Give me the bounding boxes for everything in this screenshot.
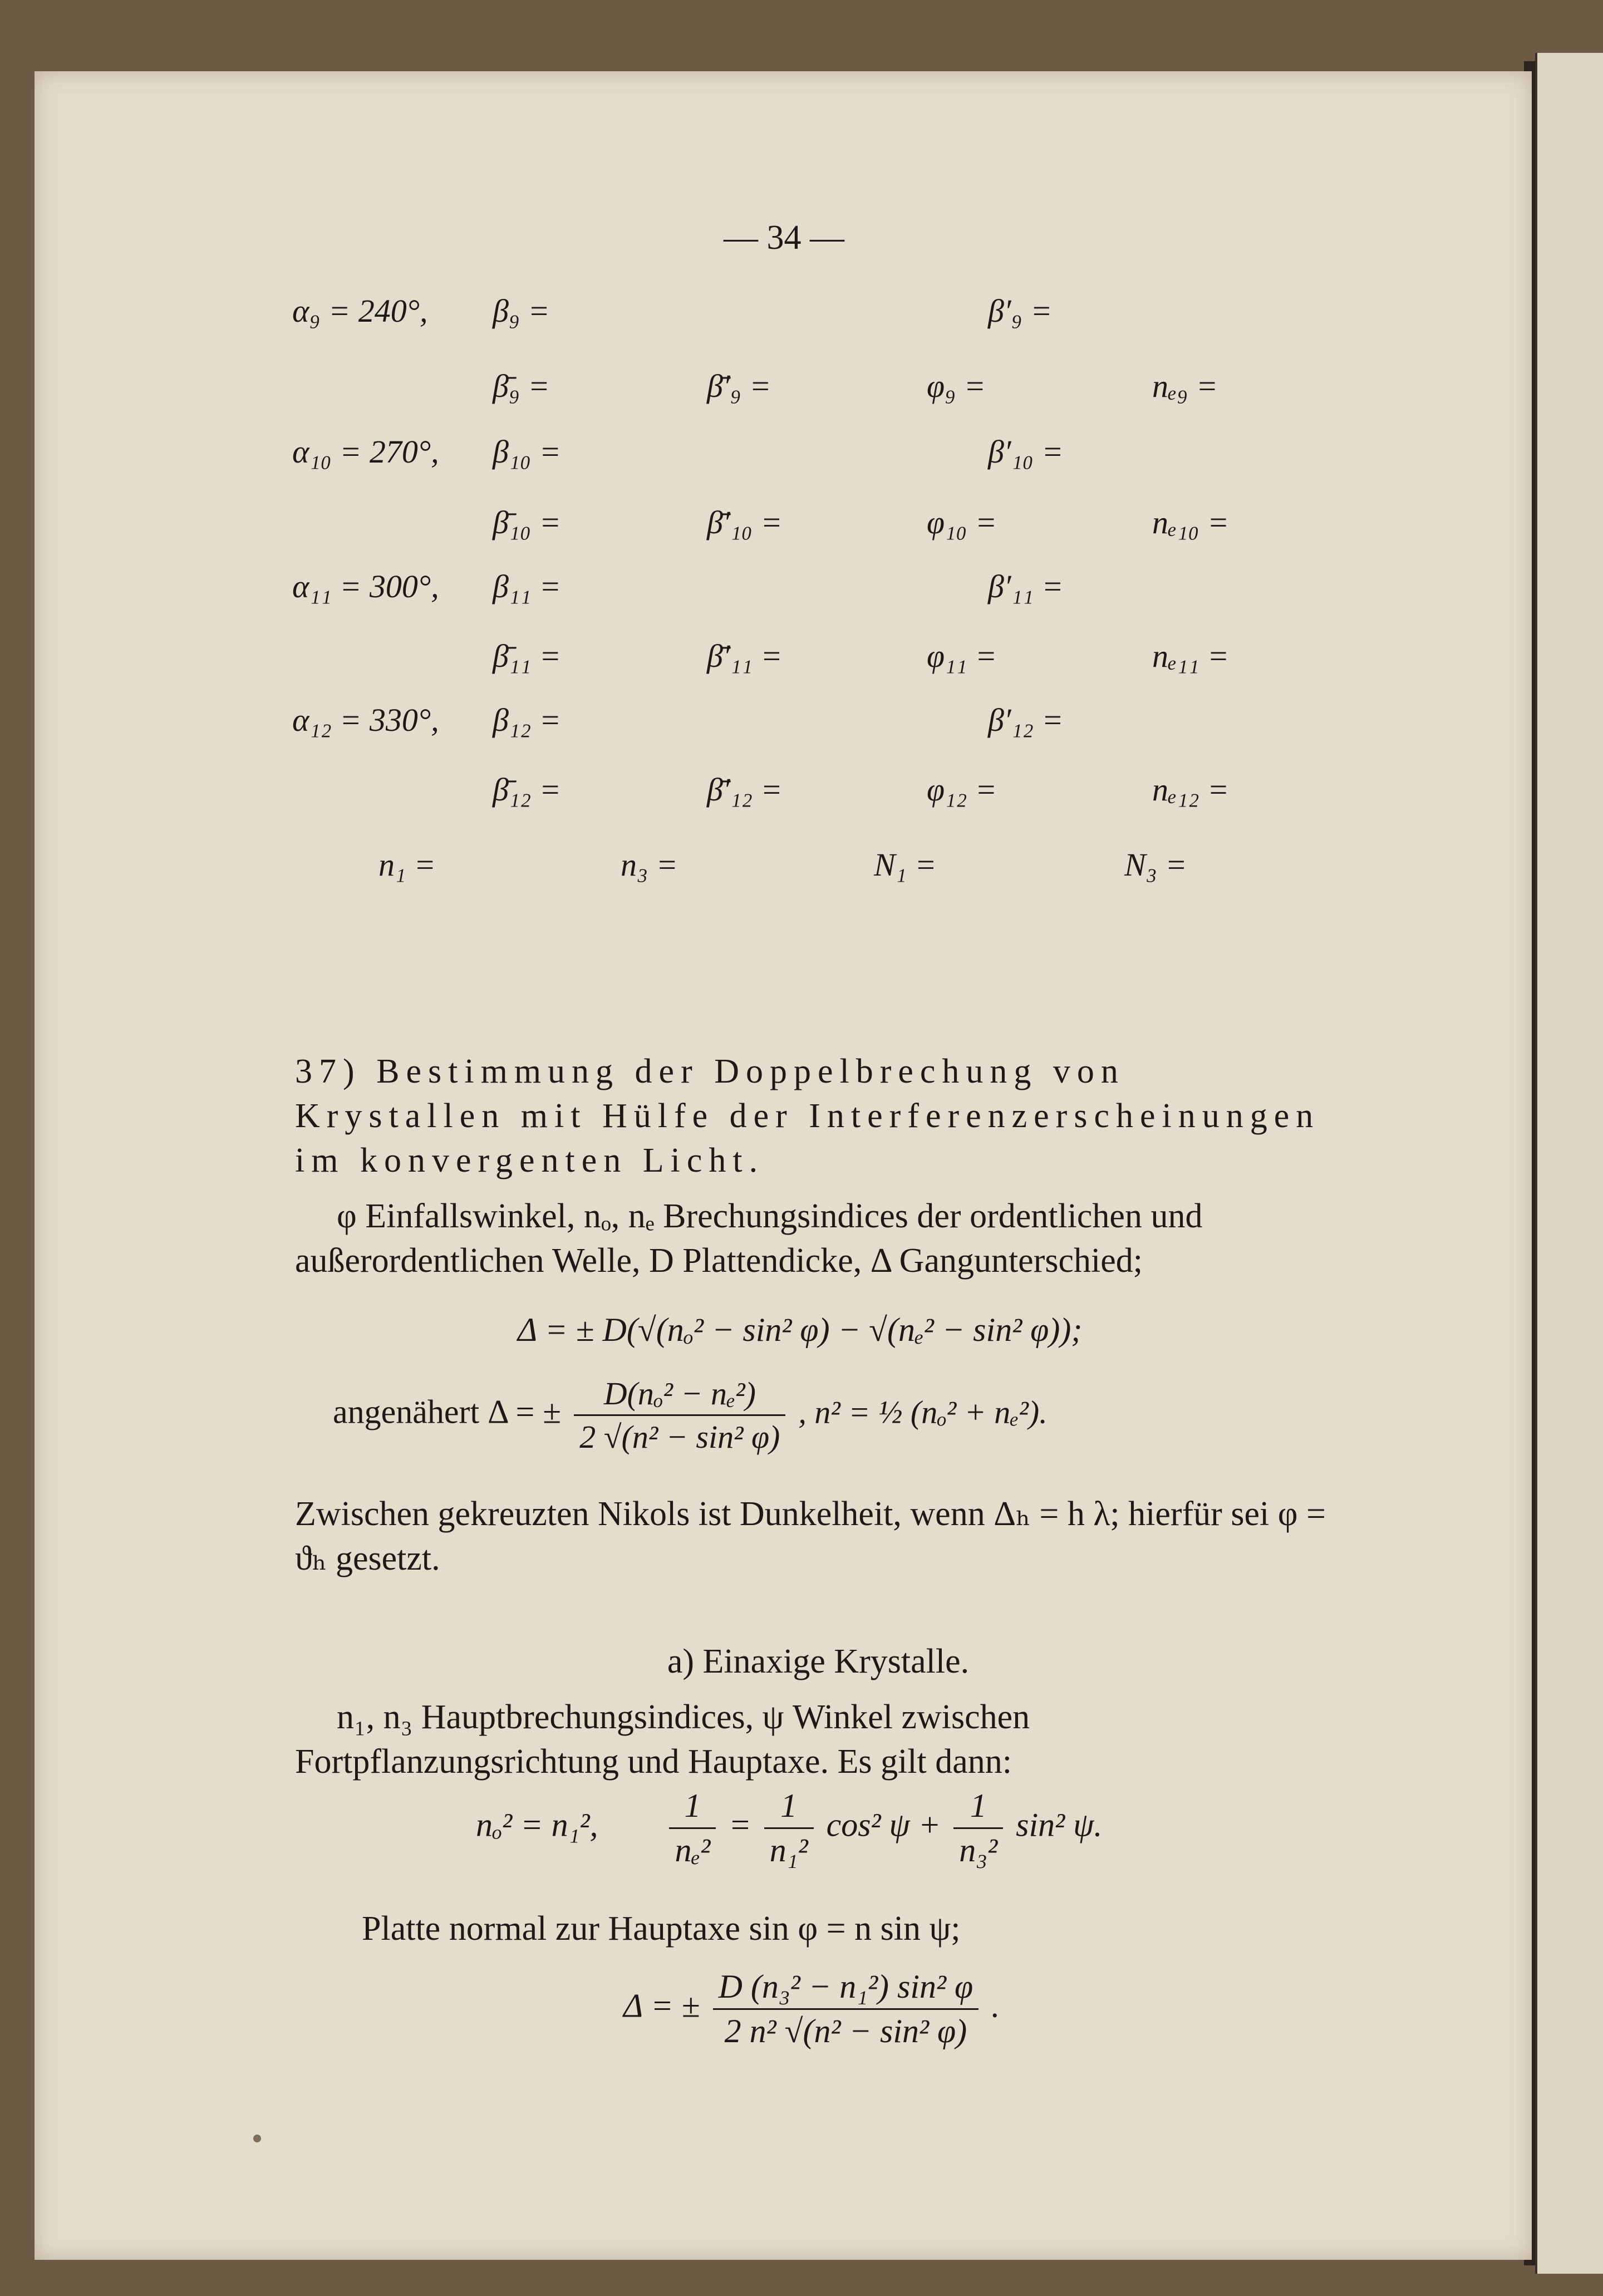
subsection-heading: a) Einaxige Krystalle. (667, 1643, 970, 1680)
table-cell-ne: nₑ₁₀ = (1152, 504, 1230, 540)
table-cell-phi: φ₁₁ = (927, 638, 997, 674)
eq3-middle: cos² ψ + (826, 1806, 941, 1843)
eq2-rest: , n² = ½ (nₒ² + nₑ²). (798, 1394, 1048, 1430)
equation-uniaxial (476, 1787, 1102, 1870)
table-cell-phi: φ₁₀ = (927, 504, 997, 540)
eq3-frac3-numerator: 1 (953, 1787, 1003, 1829)
table-cell-beta-bar: β̄₁₀ = (493, 504, 561, 540)
eq3-frac2-denominator: n₁² (769, 1832, 808, 1869)
table-cell-beta-bar-prime: β̄′₉ = (707, 368, 771, 404)
uniaxial-paragraph: n₁, n₃ Hauptbrechungsindices, ψ Winkel zwischen Fortpflanzungsrichtung und Hauptaxe. Es gilt dann: (295, 1698, 1030, 1781)
table-cell-phi: φ₉ = (927, 368, 986, 404)
eq3-frac1-numerator: 1 (669, 1787, 716, 1829)
table-cell-alpha: α₁₂ = 330°, (292, 702, 439, 738)
eq4-numerator: D (n₃² − n₁²) sin² φ (713, 1968, 979, 2010)
page-number: — 34 — (724, 219, 844, 257)
eq3-frac2-numerator: 1 (764, 1787, 814, 1829)
eq3-fraction-2 (764, 1787, 814, 1870)
table-cell-beta-bar: β̄₁₂ = (493, 771, 561, 808)
definitions-paragraph: φ Einfallswinkel, nₒ, nₑ Brechungsindices der ordentlichen und außerordentlichen Welle, D Plattendicke, Δ Gangunterschied; (295, 1197, 1203, 1280)
eq4-end: . (991, 1987, 1000, 2024)
equation-path-difference: Δ = ± D(√(nₒ² − sin² φ) − √(nₑ² − sin² φ)); (518, 1311, 1083, 1348)
eq2-label: angenähert Δ = ± (333, 1393, 562, 1430)
table-cell-beta: β₁₂ = (493, 702, 561, 738)
table-cell-ne: nₑ₁₁ = (1152, 638, 1230, 674)
eq2-numerator: D(nₒ² − nₑ²) (574, 1375, 785, 1416)
table-cell-ne: nₑ₁₂ = (1152, 771, 1230, 808)
table-cell-beta-bar: β̄₉ = (493, 368, 550, 404)
eq4-label: Δ = ± (623, 1987, 700, 2024)
eq3-frac1-denominator: nₑ² (675, 1832, 711, 1869)
table-cell-alpha: α₁₁ = 300°, (292, 568, 439, 604)
table-cell-ne: nₑ₉ = (1152, 368, 1218, 404)
result-n3: n₃ = (621, 847, 678, 883)
dark-condition-paragraph: Zwischen gekreuzten Nikols ist Dunkelheit, wenn Δₕ = h λ; hierfür sei φ = ϑₕ gesetzt. (295, 1495, 1326, 1577)
table-cell-beta-prime: β′₁₀ = (988, 434, 1064, 470)
eq3-end: sin² ψ. (1016, 1806, 1103, 1843)
plate-paragraph: Platte normal zur Hauptaxe sin φ = n sin ψ; (362, 1910, 961, 1948)
table-cell-beta-bar: β̄₁₁ = (493, 638, 561, 674)
section-heading: 37) Bestimmung der Doppelbrechung von Krystallen mit Hülfe der Interferenzerscheinungen im konvergenten Licht. (295, 1053, 1320, 1179)
table-cell-beta: β₁₀ = (493, 434, 561, 470)
eq3-equals: = (729, 1806, 751, 1843)
table-cell-beta: β₉ = (493, 293, 550, 329)
table-cell-phi: φ₁₂ = (927, 771, 997, 808)
equation-approximation (333, 1375, 1048, 1456)
facing-page-edge (1535, 53, 1603, 2274)
eq3-frac3-denominator: n₃² (959, 1832, 998, 1869)
eq2-denominator: 2 √(n² − sin² φ) (579, 1419, 780, 1455)
table-cell-alpha: α₁₀ = 270°, (292, 434, 439, 470)
table-cell-beta-bar-prime: β̄′₁₂ = (707, 771, 783, 808)
table-cell-beta-prime: β′₁₁ = (988, 568, 1064, 604)
table-cell-alpha: α₉ = 240°, (292, 293, 428, 329)
table-cell-beta-prime: β′₁₂ = (988, 702, 1064, 738)
table-cell-beta: β₁₁ = (493, 568, 561, 604)
table-cell-beta-prime: β′₉ = (988, 293, 1053, 329)
eq2-fraction (574, 1375, 785, 1456)
result-n1: n₁ = (378, 847, 436, 883)
eq3-left: nₒ² = n₁², (476, 1806, 598, 1843)
equation-plate (623, 1968, 1000, 2051)
eq3-fraction-3 (953, 1787, 1003, 1870)
eq4-denominator: 2 n² √(n² − sin² φ) (724, 2013, 967, 2049)
eq4-fraction (713, 1968, 979, 2051)
table-cell-beta-bar-prime: β̄′₁₀ = (707, 504, 783, 540)
table-cell-beta-bar-prime: β̄′₁₁ = (707, 638, 783, 674)
result-N1: N₁ = (874, 847, 937, 883)
paper-speck (253, 2135, 261, 2142)
result-N3: N₃ = (1124, 847, 1187, 883)
eq3-fraction-1 (669, 1787, 716, 1870)
